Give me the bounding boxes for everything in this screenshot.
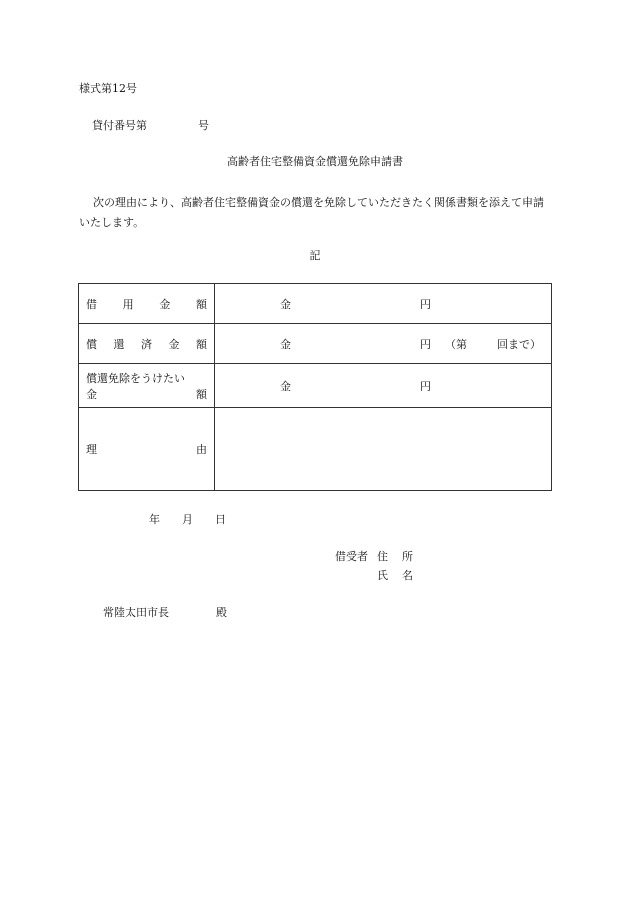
kin-marker: 金 <box>280 297 291 311</box>
label-char: 由 <box>196 443 207 456</box>
label-char: 済 <box>141 337 152 351</box>
kin-marker: 金 <box>280 337 291 351</box>
label-line1: 償還免除をうけたい <box>86 371 185 385</box>
label-reason <box>79 408 215 491</box>
paren-open: （第 <box>445 337 467 351</box>
date-day: 日 <box>215 513 226 526</box>
document-title: 高齢者住宅整備資金償還免除申請書 <box>227 155 403 168</box>
value-reason[interactable] <box>215 408 552 491</box>
label-repaid-amount <box>79 324 215 364</box>
name-char: 氏 <box>377 569 388 582</box>
paren-close: 回まで） <box>497 337 541 351</box>
installment-count <box>445 336 541 352</box>
request-statement: 次の理由により、高齢者住宅整備資金の償還を免除していただきたく関係書類を添えて申請いたします。 <box>79 196 544 229</box>
label-char: 額 <box>196 387 207 401</box>
address-char: 住 <box>377 550 388 563</box>
table-row-loan-amount <box>79 284 552 324</box>
label-char: 額 <box>195 297 207 311</box>
label-char: 用 <box>122 297 134 311</box>
kin-marker: 金 <box>280 379 291 393</box>
yen-marker: 円 <box>420 297 431 311</box>
yen-marker: 円 <box>420 379 431 393</box>
borrower-address-line <box>335 550 413 564</box>
value-loan-amount[interactable] <box>215 284 552 324</box>
table-row-repaid-amount <box>79 324 552 364</box>
label-char: 額 <box>196 337 207 351</box>
form-number: 様式第12号 <box>79 82 137 95</box>
addressee-honorific: 殿 <box>216 606 227 619</box>
label-char: 償 <box>86 337 97 351</box>
date-month: 月 <box>182 513 193 526</box>
label-char: 金 <box>159 297 171 311</box>
label-char: 理 <box>86 443 97 456</box>
borrower-name-line <box>377 569 413 583</box>
yen-marker: 円 <box>420 337 431 351</box>
loan-number-suffix: 号 <box>198 119 209 132</box>
loan-number-prefix: 貸付番号第 <box>92 119 147 132</box>
table-row-reason <box>79 408 552 491</box>
name-char: 名 <box>402 569 413 582</box>
value-exemption-amount[interactable] <box>215 364 552 408</box>
details-table <box>78 283 552 491</box>
addressee-name: 常陸太田市長 <box>103 606 169 619</box>
label-loan-amount <box>79 284 215 324</box>
label-char: 金 <box>86 387 97 401</box>
value-repaid-amount[interactable] <box>215 324 552 364</box>
label-exemption-amount <box>79 364 215 408</box>
label-char: 還 <box>113 337 125 351</box>
loan-number-line <box>92 119 209 133</box>
ki-heading: 記 <box>309 249 321 262</box>
label-char: 借 <box>86 297 97 311</box>
addressee-line <box>103 606 227 620</box>
address-char: 所 <box>402 550 413 563</box>
table-row-exemption-amount <box>79 364 552 408</box>
date-line <box>149 513 226 527</box>
label-char: 金 <box>168 337 180 351</box>
borrower-label: 借受者 <box>335 550 368 563</box>
date-year: 年 <box>149 513 160 526</box>
